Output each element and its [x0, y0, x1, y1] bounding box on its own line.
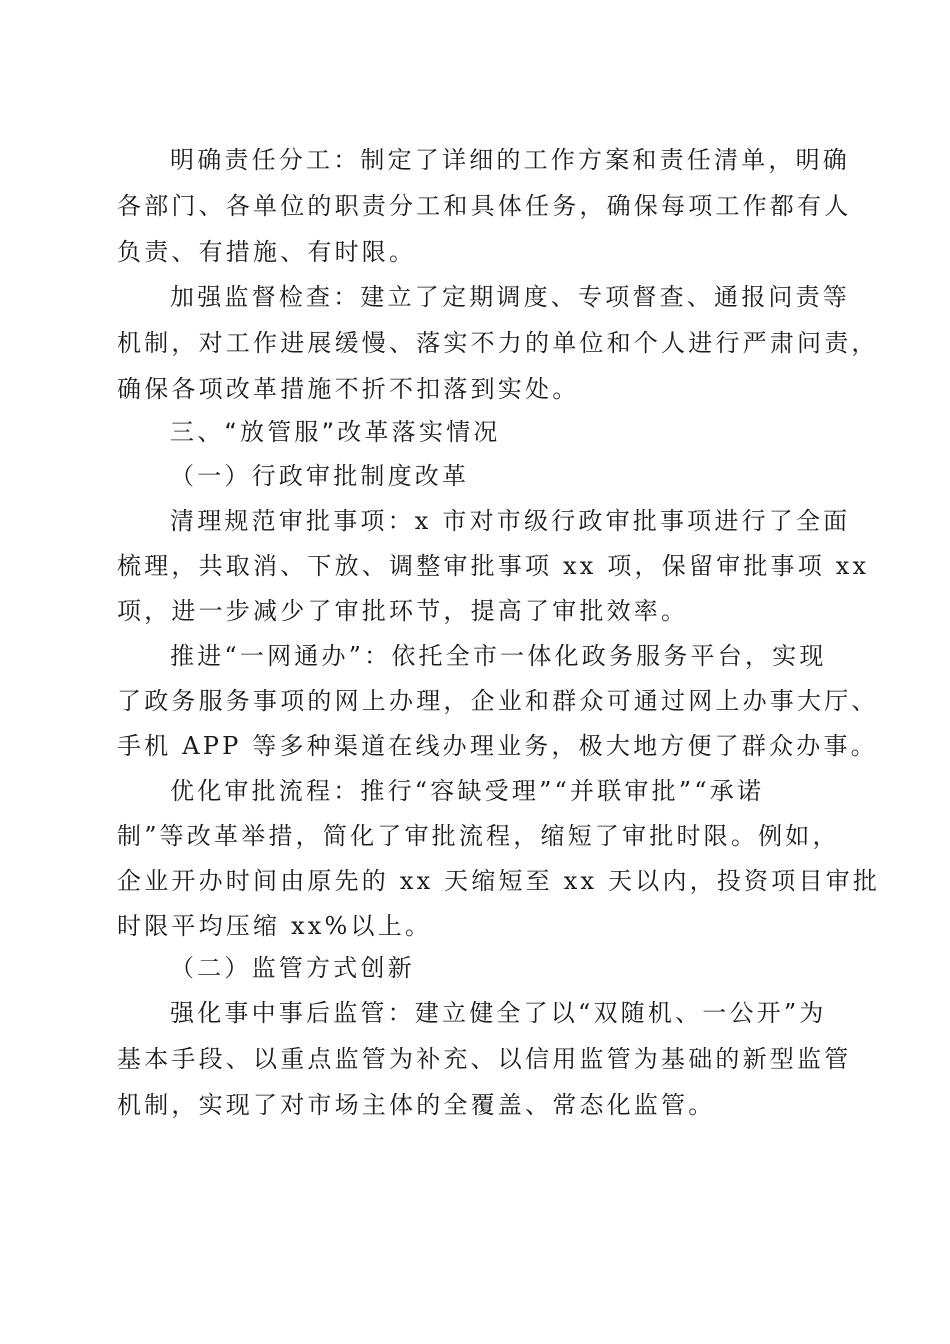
paragraph-line: 清理规范审批事项：x 市对市级行政审批事项进行了全面 [170, 507, 851, 535]
paragraph-line: 基本手段、以重点监管为补充、以信用监管为基础的新型监管 [117, 1045, 852, 1073]
paragraph-line: 加强监督检查：建立了定期调度、专项督查、通报问责等 [170, 283, 850, 311]
paragraph-line: 确保各项改革措施不折不扣落到实处。 [117, 375, 580, 403]
paragraph-line: 强化事中事后监管：建立健全了以“双随机、一公开”为 [170, 999, 827, 1027]
paragraph-line: 明确责任分工：制定了详细的工作方案和责任清单，明确 [170, 146, 850, 174]
paragraph-line: 机制，实现了对市场主体的全覆盖、常态化监管。 [117, 1091, 716, 1119]
paragraph-line: 优化审批流程：推行“容缺受理”“并联审批”“承诺 [170, 777, 765, 805]
paragraph-line: 负责、有措施、有时限。 [117, 238, 417, 266]
section-heading: 三、“放管服”改革落实情况 [170, 418, 501, 446]
paragraph-line: 项，进一步减少了审批环节，提高了审批效率。 [117, 597, 689, 625]
paragraph-line: 各部门、各单位的职责分工和具体任务，确保每项工作都有人 [117, 192, 852, 220]
paragraph-line: 手机 APP 等多种渠道在线办理业务，极大地方便了群众办事。 [117, 732, 878, 760]
subsection-heading: （二）监管方式创新 [170, 954, 415, 982]
paragraph-line: 推进“一网通办”：依托全市一体化政务服务平台，实现 [170, 642, 827, 670]
subsection-heading: （一）行政审批制度改革 [170, 462, 470, 490]
paragraph-line: 时限平均压缩 xx%以上。 [117, 912, 433, 940]
paragraph-line: 制”等改革举措，简化了审批流程，缩短了审批时限。例如， [117, 822, 840, 850]
paragraph-line: 梳理，共取消、下放、调整审批事项 xx 项，保留审批事项 xx [117, 552, 870, 580]
paragraph-line: 企业开办时间由原先的 xx 天缩短至 xx 天以内，投资项目审批 [117, 867, 881, 895]
paragraph-line: 机制，对工作进展缓慢、落实不力的单位和个人进行严肃问责， [117, 329, 879, 357]
paragraph-line: 了政务服务事项的网上办理，企业和群众可通过网上办事大厅、 [117, 687, 879, 715]
